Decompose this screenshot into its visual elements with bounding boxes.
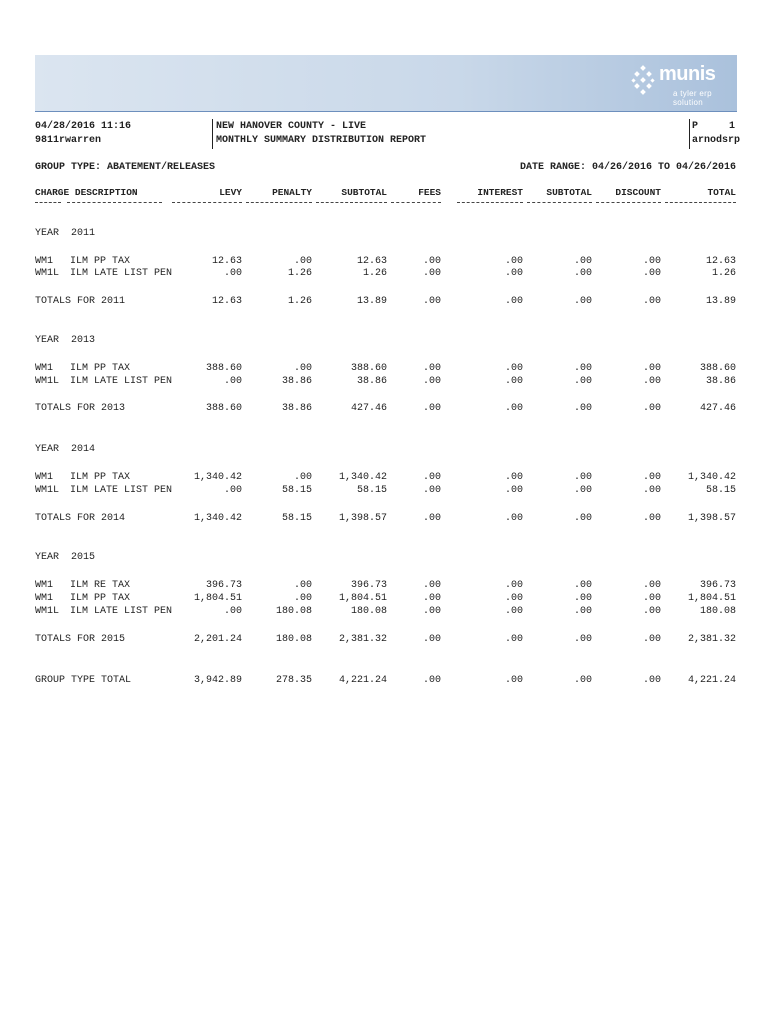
cell-discount: .00: [642, 256, 661, 267]
cell-discount: .00: [642, 268, 661, 279]
row-code: WM1L: [35, 606, 60, 617]
report-datetime: 04/28/2016 11:16: [35, 121, 132, 132]
cell-total: 12.63: [705, 256, 736, 267]
cell-interest: .00: [504, 580, 523, 591]
total-fees: .00: [422, 513, 441, 524]
cell-levy: 1,340.42: [193, 472, 242, 483]
cell-levy: 388.60: [205, 363, 242, 374]
cell-subtotal: 1.26: [362, 268, 387, 279]
group-total-label: GROUP TYPE TOTAL: [35, 675, 132, 686]
cell-penalty: 1.26: [287, 268, 312, 279]
total-discount: .00: [642, 634, 661, 645]
col-penalty: PENALTY: [272, 187, 312, 198]
group-total-levy: 3,942.89: [193, 675, 242, 686]
cell-subtotal: 38.86: [356, 376, 387, 387]
cell-subtotal-2: .00: [573, 606, 592, 617]
cell-discount: .00: [642, 580, 661, 591]
row-code: WM1: [35, 256, 54, 267]
cell-subtotal: 1,340.42: [338, 472, 387, 483]
cell-fees: .00: [422, 593, 441, 604]
total-interest: .00: [504, 296, 523, 307]
row-description: ILM PP TAX: [70, 256, 131, 267]
year-heading: YEAR 2015: [35, 552, 96, 563]
cell-subtotal-2: .00: [573, 363, 592, 374]
year-heading: YEAR 2011: [35, 228, 96, 239]
underline: [527, 202, 592, 204]
group-total-subtotal-2: .00: [573, 675, 592, 686]
total-discount: .00: [642, 513, 661, 524]
cell-subtotal: 396.73: [350, 580, 387, 591]
cell-penalty: .00: [293, 593, 312, 604]
group-total-fees: .00: [422, 675, 441, 686]
col-levy: LEVY: [219, 187, 242, 198]
cell-total: 1,804.51: [687, 593, 736, 604]
logo-tagline: a tyler erp solution: [673, 89, 712, 107]
underline: [457, 202, 523, 204]
cell-discount: .00: [642, 363, 661, 374]
cell-penalty: 38.86: [281, 376, 312, 387]
logo-wordmark: munis: [659, 63, 716, 85]
cell-interest: .00: [504, 256, 523, 267]
totals-label: TOTALS FOR 2014: [35, 513, 126, 524]
col-subtotal: SUBTOTAL: [341, 187, 387, 198]
cell-subtotal-2: .00: [573, 256, 592, 267]
page-number: 1: [729, 121, 736, 132]
total-fees: .00: [422, 634, 441, 645]
row-code: WM1L: [35, 485, 60, 496]
cell-levy: 1,804.51: [193, 593, 242, 604]
row-description: ILM PP TAX: [70, 593, 131, 604]
cell-subtotal: 1,804.51: [338, 593, 387, 604]
cell-levy: .00: [223, 485, 242, 496]
cell-interest: .00: [504, 363, 523, 374]
cell-penalty: 180.08: [275, 606, 312, 617]
row-code: WM1: [35, 593, 54, 604]
totals-label: TOTALS FOR 2013: [35, 403, 126, 414]
total-total: 13.89: [705, 296, 736, 307]
report-title: MONTHLY SUMMARY DISTRIBUTION REPORT: [216, 135, 427, 146]
cell-levy: .00: [223, 376, 242, 387]
total-levy: 388.60: [205, 403, 242, 414]
row-description: ILM LATE LIST PEN: [70, 485, 173, 496]
cell-interest: .00: [504, 268, 523, 279]
row-description: ILM LATE LIST PEN: [70, 376, 173, 387]
year-heading: YEAR 2014: [35, 444, 96, 455]
underline: [665, 202, 736, 204]
total-subtotal: 2,381.32: [338, 634, 387, 645]
total-fees: .00: [422, 403, 441, 414]
cell-interest: .00: [504, 376, 523, 387]
cell-fees: .00: [422, 268, 441, 279]
total-subtotal: 427.46: [350, 403, 387, 414]
cell-interest: .00: [504, 593, 523, 604]
total-subtotal-2: .00: [573, 403, 592, 414]
underline: [596, 202, 661, 204]
total-penalty: 1.26: [287, 296, 312, 307]
cell-subtotal-2: .00: [573, 376, 592, 387]
cell-levy: .00: [223, 606, 242, 617]
col-discount: DISCOUNT: [615, 187, 661, 198]
date-range: DATE RANGE: 04/26/2016 TO 04/26/2016: [519, 162, 736, 173]
underline: [391, 202, 441, 204]
cell-subtotal: 180.08: [350, 606, 387, 617]
row-description: ILM LATE LIST PEN: [70, 268, 173, 279]
row-code: WM1: [35, 472, 54, 483]
total-subtotal-2: .00: [573, 296, 592, 307]
munis-logo-icon: [631, 65, 657, 99]
total-interest: .00: [504, 403, 523, 414]
total-penalty: 38.86: [281, 403, 312, 414]
group-total-interest: .00: [504, 675, 523, 686]
cell-subtotal-2: .00: [573, 268, 592, 279]
total-total: 2,381.32: [687, 634, 736, 645]
total-interest: .00: [504, 513, 523, 524]
col-interest: INTEREST: [477, 187, 523, 198]
row-description: ILM PP TAX: [70, 363, 131, 374]
row-description: ILM PP TAX: [70, 472, 131, 483]
cell-subtotal-2: .00: [573, 593, 592, 604]
cell-discount: .00: [642, 376, 661, 387]
cell-total: 396.73: [699, 580, 736, 591]
totals-label: TOTALS FOR 2015: [35, 634, 126, 645]
cell-total: 1,340.42: [687, 472, 736, 483]
row-description: ILM RE TAX: [70, 580, 131, 591]
cell-subtotal-2: .00: [573, 580, 592, 591]
total-discount: .00: [642, 296, 661, 307]
page-label: P: [692, 121, 699, 132]
total-fees: .00: [422, 296, 441, 307]
total-interest: .00: [504, 634, 523, 645]
total-penalty: 180.08: [275, 634, 312, 645]
total-subtotal: 1,398.57: [338, 513, 387, 524]
cell-total: 388.60: [699, 363, 736, 374]
cell-penalty: .00: [293, 363, 312, 374]
total-levy: 2,201.24: [193, 634, 242, 645]
cell-interest: .00: [504, 485, 523, 496]
col-total: TOTAL: [707, 187, 736, 198]
cell-interest: .00: [504, 606, 523, 617]
group-total-discount: .00: [642, 675, 661, 686]
cell-fees: .00: [422, 376, 441, 387]
cell-subtotal: 388.60: [350, 363, 387, 374]
col-fees: FEES: [418, 187, 441, 198]
cell-fees: .00: [422, 606, 441, 617]
total-total: 1,398.57: [687, 513, 736, 524]
cell-fees: .00: [422, 580, 441, 591]
total-total: 427.46: [699, 403, 736, 414]
total-discount: .00: [642, 403, 661, 414]
cell-discount: .00: [642, 485, 661, 496]
total-levy: 12.63: [211, 296, 242, 307]
row-code: WM1L: [35, 376, 60, 387]
cell-interest: .00: [504, 472, 523, 483]
total-subtotal: 13.89: [356, 296, 387, 307]
header-divider-left: [212, 119, 213, 149]
total-subtotal-2: .00: [573, 634, 592, 645]
cell-levy: 12.63: [211, 256, 242, 267]
cell-fees: .00: [422, 363, 441, 374]
row-description: ILM LATE LIST PEN: [70, 606, 173, 617]
cell-total: 38.86: [705, 376, 736, 387]
total-levy: 1,340.42: [193, 513, 242, 524]
group-total-subtotal: 4,221.24: [338, 675, 387, 686]
row-code: WM1: [35, 580, 54, 591]
cell-fees: .00: [422, 256, 441, 267]
cell-total: 180.08: [699, 606, 736, 617]
group-total-penalty: 278.35: [275, 675, 312, 686]
total-subtotal-2: .00: [573, 513, 592, 524]
row-code: WM1L: [35, 268, 60, 279]
cell-penalty: .00: [293, 472, 312, 483]
cell-levy: 396.73: [205, 580, 242, 591]
year-heading: YEAR 2013: [35, 335, 96, 346]
org-name: NEW HANOVER COUNTY - LIVE: [216, 121, 367, 132]
cell-fees: .00: [422, 485, 441, 496]
report-user: 9811rwarren: [35, 135, 102, 146]
cell-subtotal: 12.63: [356, 256, 387, 267]
underline: [35, 202, 61, 204]
underline: [67, 202, 162, 204]
col-charge-description: CHARGE DESCRIPTION: [35, 187, 138, 198]
cell-discount: .00: [642, 472, 661, 483]
cell-penalty: .00: [293, 580, 312, 591]
group-total-total: 4,221.24: [687, 675, 736, 686]
header-divider-right: [689, 119, 690, 149]
cell-subtotal: 58.15: [356, 485, 387, 496]
report-banner: [35, 55, 737, 112]
underline: [316, 202, 387, 204]
totals-label: TOTALS FOR 2011: [35, 296, 126, 307]
cell-total: 1.26: [711, 268, 736, 279]
underline: [172, 202, 242, 204]
cell-levy: .00: [223, 268, 242, 279]
row-code: WM1: [35, 363, 54, 374]
cell-discount: .00: [642, 593, 661, 604]
cell-subtotal-2: .00: [573, 472, 592, 483]
munis-logo: [629, 63, 729, 107]
cell-penalty: .00: [293, 256, 312, 267]
col-subtotal-2: SUBTOTAL: [546, 187, 592, 198]
group-type: GROUP TYPE: ABATEMENT/RELEASES: [35, 162, 216, 173]
cell-subtotal-2: .00: [573, 485, 592, 496]
cell-discount: .00: [642, 606, 661, 617]
cell-total: 58.15: [705, 485, 736, 496]
underline: [246, 202, 312, 204]
cell-fees: .00: [422, 472, 441, 483]
program-name: arnodsrp: [692, 135, 741, 146]
cell-penalty: 58.15: [281, 485, 312, 496]
total-penalty: 58.15: [281, 513, 312, 524]
